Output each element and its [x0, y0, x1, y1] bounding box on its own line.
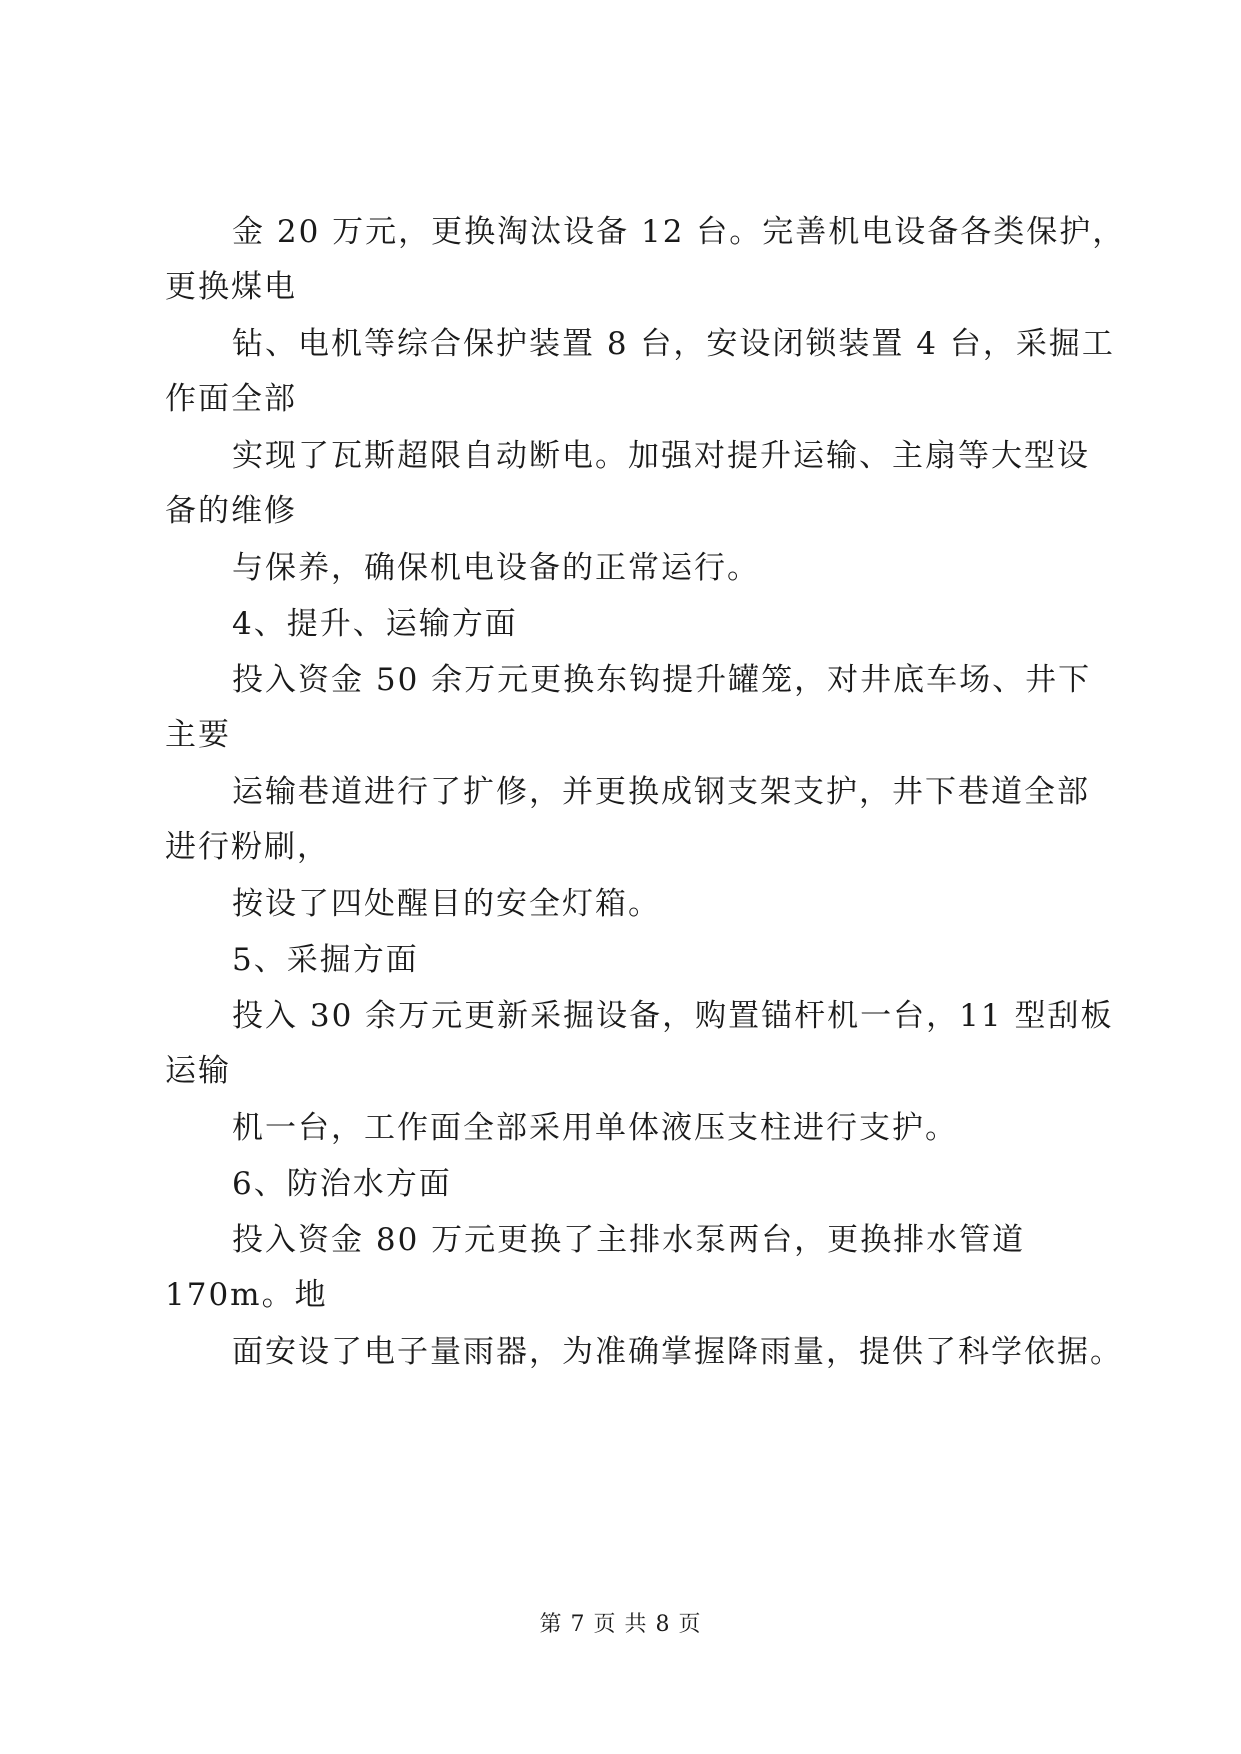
paragraph-line: 主要 — [165, 717, 231, 753]
paragraph-line: 运输巷道进行了扩修，并更换成钢支架支护，井下巷道全部 — [232, 774, 1090, 810]
section-heading: 5、采掘方面 — [232, 942, 419, 978]
paragraph-line: 金 20 万元，更换淘汰设备 12 台。完善机电设备各类保护， — [232, 214, 1126, 250]
paragraph-line: 进行粉刷， — [165, 829, 330, 865]
paragraph-line: 机一台，工作面全部采用单体液压支柱进行支护。 — [232, 1110, 958, 1146]
paragraph-line: 投入资金 80 万元更换了主排水泵两台，更换排水管道 — [232, 1222, 1026, 1258]
paragraph-line: 钻、电机等综合保护装置 8 台，安设闭锁装置 4 台，采掘工 — [232, 326, 1115, 362]
paragraph-line: 作面全部 — [165, 381, 297, 417]
paragraph-line: 按设了四处醒目的安全灯箱。 — [232, 886, 661, 922]
page-number-footer: 第 7 页 共 8 页 — [539, 1612, 702, 1637]
paragraph-line: 投入资金 50 余万元更换东钩提升罐笼，对井底车场、井下 — [232, 662, 1092, 698]
section-heading: 4、提升、运输方面 — [232, 606, 518, 642]
paragraph-line: 运输 — [165, 1053, 231, 1089]
paragraph-line: 备的维修 — [165, 493, 297, 529]
paragraph-line: 170m。地 — [165, 1277, 328, 1313]
paragraph-line: 更换煤电 — [165, 269, 297, 305]
paragraph-line: 与保养，确保机电设备的正常运行。 — [232, 550, 760, 586]
paragraph-line: 投入 30 余万元更新采掘设备，购置锚杆机一台，11 型刮板 — [232, 998, 1114, 1034]
paragraph-line: 实现了瓦斯超限自动断电。加强对提升运输、主扇等大型设 — [232, 438, 1090, 474]
section-heading: 6、防治水方面 — [232, 1166, 452, 1202]
paragraph-line: 面安设了电子量雨器，为准确掌握降雨量，提供了科学依据。 — [232, 1334, 1123, 1370]
